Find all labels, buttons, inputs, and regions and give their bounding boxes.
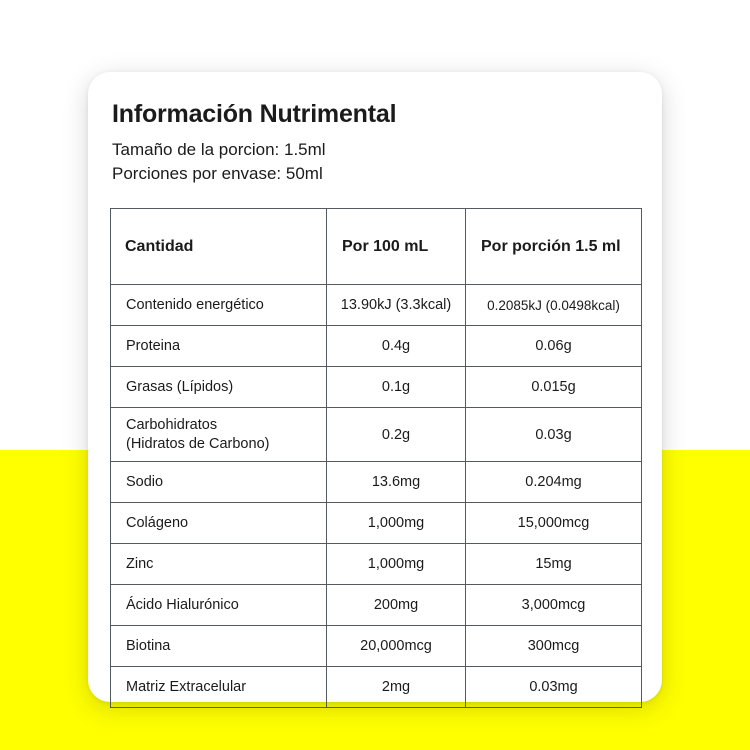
table-row — [111, 408, 642, 462]
column-header-amount: Cantidad — [111, 209, 327, 285]
row-value-per-portion: 15,000mcg — [466, 503, 642, 544]
row-label: Carbohidratos (Hidratos de Carbono) — [111, 408, 327, 462]
row-label: Biotina — [111, 626, 327, 667]
row-value-per-100ml: 0.4g — [327, 326, 466, 367]
row-value-per-portion: 0.03g — [466, 408, 642, 462]
row-value-per-100ml: 20,000mcg — [327, 626, 466, 667]
nutrition-facts-card — [88, 72, 662, 702]
table-row — [111, 667, 642, 708]
row-value-per-portion: 0.06g — [466, 326, 642, 367]
row-label: Sodio — [111, 462, 327, 503]
table-header-row — [111, 209, 642, 285]
serving-size-text: Tamaño de la porcion: 1.5ml — [112, 140, 326, 159]
page-title: Información Nutrimental — [112, 100, 397, 128]
row-value-per-100ml: 1,000mg — [327, 503, 466, 544]
row-value-per-portion: 0.2085kJ (0.0498kcal) — [466, 285, 642, 326]
row-value-per-portion: 15mg — [466, 544, 642, 585]
table-row — [111, 626, 642, 667]
nutrition-table — [110, 208, 642, 708]
row-label: Proteina — [111, 326, 327, 367]
row-label: Grasas (Lípidos) — [111, 367, 327, 408]
row-value-per-100ml: 0.1g — [327, 367, 466, 408]
row-value-per-100ml: 0.2g — [327, 408, 466, 462]
table-row — [111, 326, 642, 367]
table-body — [111, 285, 642, 708]
row-label: Ácido Hialurónico — [111, 585, 327, 626]
row-value-per-portion: 0.204mg — [466, 462, 642, 503]
row-value-per-100ml: 13.90kJ (3.3kcal) — [327, 285, 466, 326]
row-label: Colágeno — [111, 503, 327, 544]
row-label: Contenido energético — [111, 285, 327, 326]
row-value-per-100ml: 2mg — [327, 667, 466, 708]
row-label: Matriz Extracelular — [111, 667, 327, 708]
table-row — [111, 503, 642, 544]
table-header — [111, 209, 642, 285]
row-value-per-portion: 300mcg — [466, 626, 642, 667]
row-value-per-portion: 0.03mg — [466, 667, 642, 708]
table-row — [111, 462, 642, 503]
row-label: Zinc — [111, 544, 327, 585]
table-row — [111, 585, 642, 626]
table-row — [111, 367, 642, 408]
servings-per-container-text: Porciones por envase: 50ml — [112, 164, 323, 184]
row-value-per-100ml: 13.6mg — [327, 462, 466, 503]
row-value-per-100ml: 200mg — [327, 585, 466, 626]
column-header-per-100ml: Por 100 mL — [327, 209, 466, 285]
row-label-second-line: (Hidratos de Carbono) — [126, 435, 270, 452]
row-value-per-portion: 3,000mcg — [466, 585, 642, 626]
table-row — [111, 544, 642, 585]
table-row — [111, 285, 642, 326]
column-header-per-portion: Por porción 1.5 ml — [466, 209, 642, 285]
row-value-per-portion: 0.015g — [466, 367, 642, 408]
row-value-per-100ml: 1,000mg — [327, 544, 466, 585]
